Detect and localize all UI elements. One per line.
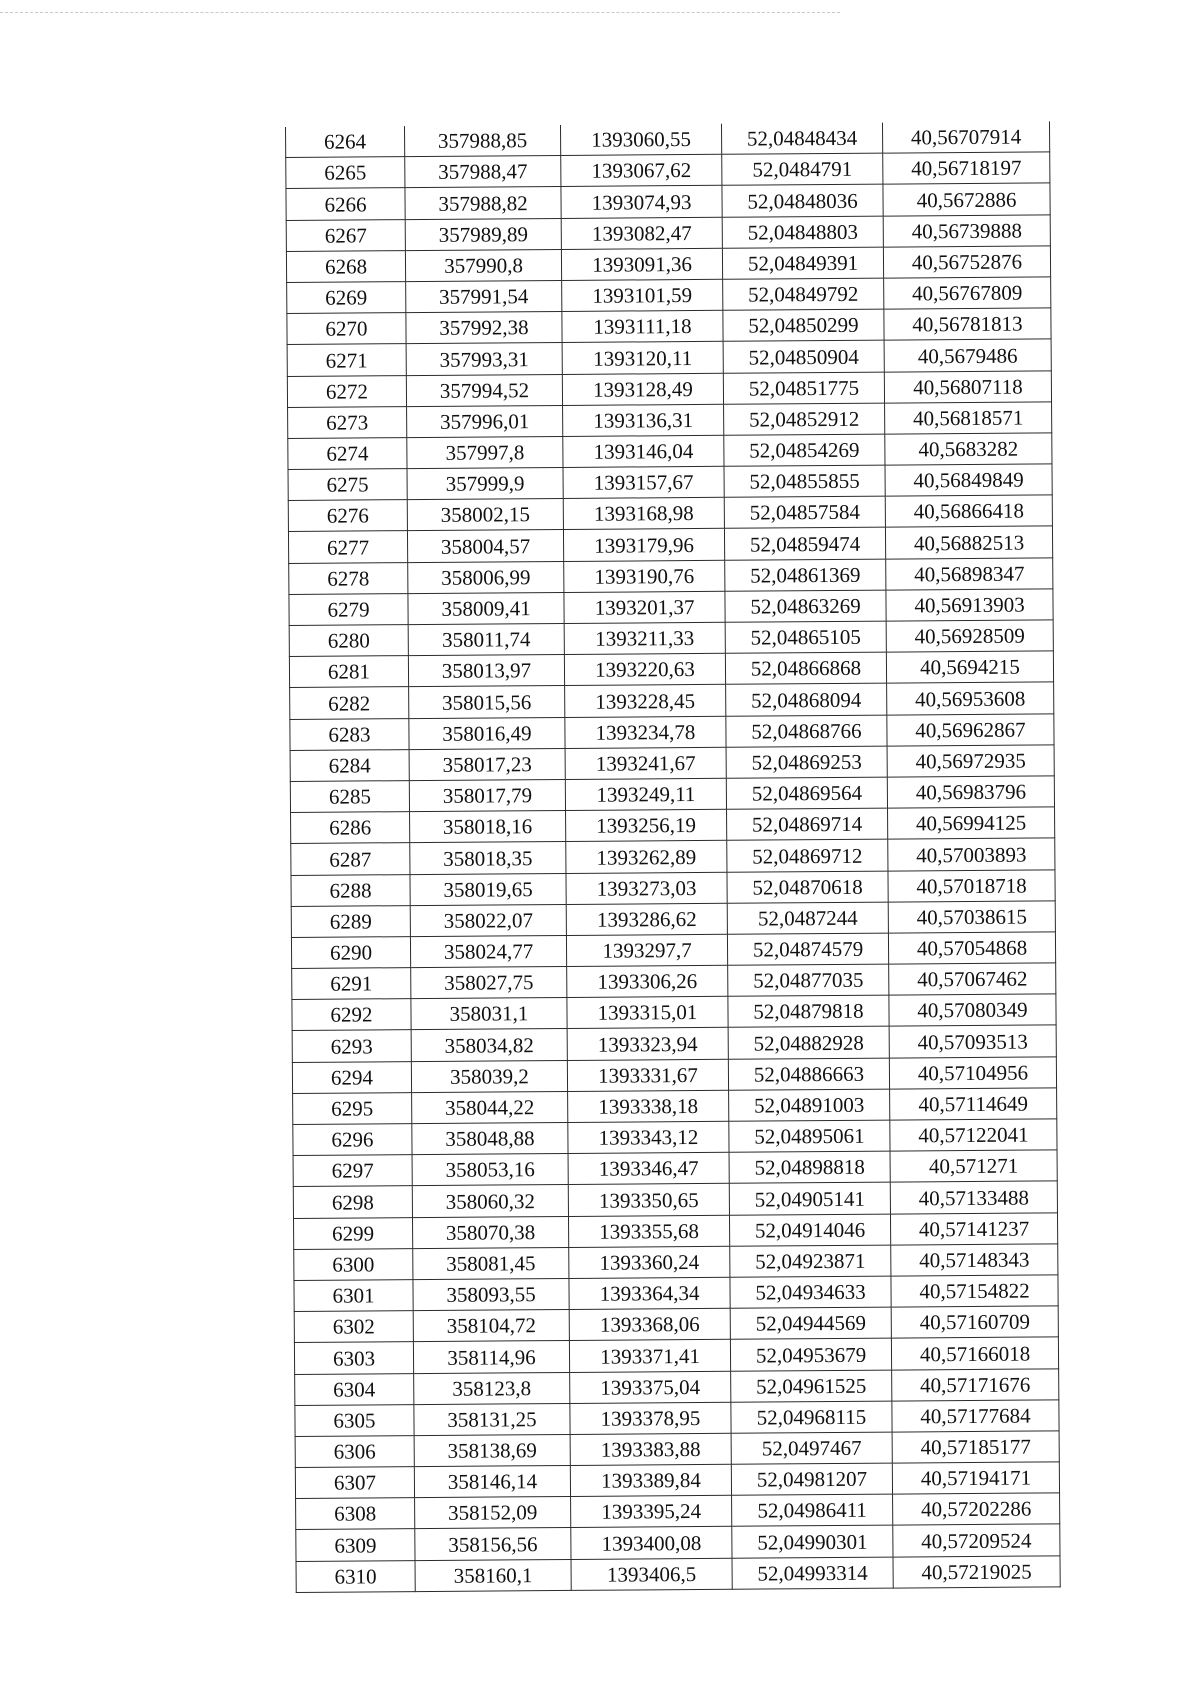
x-coordinate-cell: 358070,38 (412, 1216, 568, 1248)
latitude-cell: 52,04934633 (730, 1276, 891, 1308)
latitude-cell: 52,04851775 (723, 372, 884, 404)
table-row (288, 402, 1052, 439)
y-coordinate-cell: 1393343,12 (568, 1121, 729, 1153)
x-coordinate-cell: 358156,56 (415, 1528, 571, 1560)
latitude-cell: 52,04895061 (729, 1120, 890, 1152)
point-number-cell: 6292 (292, 999, 411, 1031)
longitude-cell: 40,56898347 (886, 558, 1053, 590)
table-row (286, 246, 1050, 283)
x-coordinate-cell: 358053,16 (412, 1154, 568, 1186)
longitude-cell: 40,57148343 (891, 1244, 1058, 1276)
point-number-cell: 6270 (287, 313, 406, 345)
y-coordinate-cell: 1393338,18 (568, 1090, 729, 1122)
coordinates-table-body (286, 121, 1061, 1592)
x-coordinate-cell: 358017,79 (409, 779, 565, 811)
y-coordinate-cell: 1393306,26 (567, 965, 728, 997)
point-number-cell: 6301 (294, 1280, 413, 1312)
point-number-cell: 6279 (289, 593, 408, 625)
x-coordinate-cell: 357988,47 (405, 156, 561, 188)
longitude-cell: 40,56807118 (884, 370, 1051, 402)
y-coordinate-cell: 1393256,19 (566, 809, 727, 841)
table-row (289, 620, 1053, 657)
y-coordinate-cell: 1393168,98 (563, 498, 724, 530)
latitude-cell: 52,04990301 (732, 1526, 893, 1558)
point-number-cell: 6269 (287, 282, 406, 314)
latitude-cell: 52,04869712 (727, 839, 888, 871)
y-coordinate-cell: 1393060,55 (560, 124, 721, 156)
x-coordinate-cell: 358081,45 (413, 1247, 569, 1279)
latitude-cell: 52,04857584 (724, 496, 885, 528)
latitude-cell: 52,04850904 (723, 340, 884, 372)
x-coordinate-cell: 357999,9 (407, 468, 563, 500)
latitude-cell: 52,04923871 (730, 1245, 891, 1277)
longitude-cell: 40,56962867 (887, 713, 1054, 745)
x-coordinate-cell: 358138,69 (414, 1434, 570, 1466)
latitude-cell: 52,04849391 (722, 247, 883, 279)
x-coordinate-cell: 358016,49 (409, 717, 565, 749)
latitude-cell: 52,04869714 (727, 808, 888, 840)
x-coordinate-cell: 358024,77 (410, 935, 566, 967)
x-coordinate-cell: 358093,55 (413, 1278, 569, 1310)
point-number-cell: 6267 (286, 219, 405, 251)
x-coordinate-cell: 357996,01 (407, 405, 563, 437)
y-coordinate-cell: 1393146,04 (563, 435, 724, 467)
x-coordinate-cell: 358027,75 (411, 967, 567, 999)
table-row (286, 183, 1050, 220)
y-coordinate-cell: 1393383,88 (570, 1433, 731, 1465)
longitude-cell: 40,56866418 (885, 495, 1052, 527)
point-number-cell: 6302 (294, 1311, 413, 1343)
x-coordinate-cell: 357994,52 (406, 374, 562, 406)
y-coordinate-cell: 1393228,45 (565, 685, 726, 717)
latitude-cell: 52,04868766 (726, 715, 887, 747)
point-number-cell: 6298 (293, 1186, 412, 1218)
table-row (286, 121, 1050, 157)
x-coordinate-cell: 358002,15 (407, 499, 563, 531)
x-coordinate-cell: 358009,41 (408, 592, 564, 624)
latitude-cell: 52,04961525 (731, 1370, 892, 1402)
table-row (292, 1025, 1056, 1062)
latitude-cell: 52,04859474 (724, 528, 885, 560)
x-coordinate-cell: 358031,1 (411, 998, 567, 1030)
point-number-cell: 6280 (289, 625, 408, 657)
point-number-cell: 6288 (291, 874, 410, 906)
longitude-cell: 40,57018718 (888, 869, 1055, 901)
table-row (293, 1181, 1057, 1218)
latitude-cell: 52,04868094 (726, 683, 887, 715)
point-number-cell: 6310 (296, 1560, 415, 1592)
x-coordinate-cell: 357993,31 (406, 343, 562, 375)
longitude-cell: 40,57209524 (893, 1524, 1060, 1556)
y-coordinate-cell: 1393082,47 (561, 217, 722, 249)
longitude-cell: 40,56928509 (886, 620, 1053, 652)
latitude-cell: 52,04869564 (726, 777, 887, 809)
y-coordinate-cell: 1393350,65 (568, 1184, 729, 1216)
longitude-cell: 40,56767809 (884, 277, 1051, 309)
y-coordinate-cell: 1393179,96 (563, 529, 724, 561)
longitude-cell: 40,56818571 (885, 402, 1052, 434)
longitude-cell: 40,57114649 (890, 1088, 1057, 1120)
table-row (294, 1337, 1058, 1374)
table-row (296, 1555, 1060, 1592)
table-row (289, 558, 1053, 595)
table-row (293, 1088, 1057, 1125)
point-number-cell: 6300 (294, 1248, 413, 1280)
x-coordinate-cell: 358152,09 (415, 1497, 571, 1529)
table-row (287, 339, 1051, 376)
latitude-cell: 52,04863269 (725, 590, 886, 622)
point-number-cell: 6271 (287, 344, 406, 376)
table-row (291, 838, 1055, 875)
latitude-cell: 52,04866868 (725, 652, 886, 684)
longitude-cell: 40,56983796 (887, 776, 1054, 808)
y-coordinate-cell: 1393346,47 (568, 1152, 729, 1184)
point-number-cell: 6284 (290, 749, 409, 781)
latitude-cell: 52,0484791 (722, 153, 883, 185)
longitude-cell: 40,56707914 (882, 121, 1049, 153)
y-coordinate-cell: 1393234,78 (565, 716, 726, 748)
x-coordinate-cell: 358015,56 (409, 686, 565, 718)
point-number-cell: 6294 (292, 1061, 411, 1093)
table-row (295, 1400, 1059, 1437)
point-number-cell: 6264 (286, 126, 405, 158)
longitude-cell: 40,57219025 (893, 1555, 1060, 1587)
table-row (295, 1431, 1059, 1468)
table-row (290, 776, 1054, 813)
longitude-cell: 40,56849849 (885, 464, 1052, 496)
point-number-cell: 6304 (295, 1373, 414, 1405)
longitude-cell: 40,57122041 (890, 1119, 1057, 1151)
longitude-cell: 40,57141237 (890, 1212, 1057, 1244)
table-row (288, 464, 1052, 501)
point-number-cell: 6306 (295, 1435, 414, 1467)
y-coordinate-cell: 1393389,84 (570, 1464, 731, 1496)
y-coordinate-cell: 1393395,24 (571, 1496, 732, 1528)
y-coordinate-cell: 1393323,94 (567, 1028, 728, 1060)
latitude-cell: 52,04854269 (724, 434, 885, 466)
table-row (295, 1368, 1059, 1405)
point-number-cell: 6274 (288, 437, 407, 469)
y-coordinate-cell: 1393211,33 (564, 622, 725, 654)
table-row (291, 901, 1055, 938)
y-coordinate-cell: 1393364,34 (569, 1277, 730, 1309)
table-row (289, 589, 1053, 626)
x-coordinate-cell: 358114,96 (413, 1341, 569, 1373)
longitude-cell: 40,57133488 (890, 1181, 1057, 1213)
latitude-cell: 52,04944569 (730, 1307, 891, 1339)
y-coordinate-cell: 1393249,11 (565, 778, 726, 810)
longitude-cell: 40,57003893 (888, 838, 1055, 870)
longitude-cell: 40,5683282 (885, 433, 1052, 465)
y-coordinate-cell: 1393297,7 (566, 934, 727, 966)
y-coordinate-cell: 1393375,04 (570, 1371, 731, 1403)
table-row (295, 1462, 1059, 1499)
longitude-cell: 40,56953608 (887, 682, 1054, 714)
x-coordinate-cell: 357991,54 (406, 280, 562, 312)
longitude-cell: 40,56972935 (887, 745, 1054, 777)
point-number-cell: 6290 (291, 936, 410, 968)
latitude-cell: 52,04849792 (723, 278, 884, 310)
table-row (291, 932, 1055, 969)
table-row (290, 745, 1054, 782)
y-coordinate-cell: 1393190,76 (564, 560, 725, 592)
point-number-cell: 6273 (288, 406, 407, 438)
point-number-cell: 6303 (294, 1342, 413, 1374)
latitude-cell: 52,04861369 (725, 559, 886, 591)
table-row (288, 433, 1052, 470)
point-number-cell: 6281 (289, 656, 408, 688)
point-number-cell: 6285 (290, 781, 409, 813)
longitude-cell: 40,57038615 (888, 901, 1055, 933)
longitude-cell: 40,57202286 (893, 1493, 1060, 1525)
x-coordinate-cell: 357990,8 (405, 249, 561, 281)
y-coordinate-cell: 1393074,93 (561, 186, 722, 218)
x-coordinate-cell: 358039,2 (411, 1060, 567, 1092)
table-row (292, 1056, 1056, 1093)
x-coordinate-cell: 358048,88 (412, 1122, 568, 1154)
x-coordinate-cell: 357989,89 (405, 218, 561, 250)
y-coordinate-cell: 1393111,18 (562, 310, 723, 342)
longitude-cell: 40,5679486 (884, 339, 1051, 371)
point-number-cell: 6268 (286, 250, 405, 282)
longitude-cell: 40,57194171 (892, 1462, 1059, 1494)
x-coordinate-cell: 358019,65 (410, 873, 566, 905)
table-row (289, 651, 1053, 688)
longitude-cell: 40,56718197 (883, 152, 1050, 184)
latitude-cell: 52,04852912 (724, 403, 885, 435)
point-number-cell: 6297 (293, 1155, 412, 1187)
longitude-cell: 40,56994125 (888, 807, 1055, 839)
y-coordinate-cell: 1393136,31 (563, 404, 724, 436)
table-row (294, 1244, 1058, 1281)
table-row (291, 869, 1055, 906)
x-coordinate-cell: 358017,23 (409, 748, 565, 780)
point-number-cell: 6283 (290, 718, 409, 750)
latitude-cell: 52,04993314 (732, 1557, 893, 1589)
point-number-cell: 6278 (289, 562, 408, 594)
x-coordinate-cell: 357988,85 (404, 125, 560, 157)
longitude-cell: 40,57166018 (891, 1337, 1058, 1369)
x-coordinate-cell: 358004,57 (407, 530, 563, 562)
x-coordinate-cell: 357992,38 (406, 312, 562, 344)
table-row (287, 308, 1051, 345)
y-coordinate-cell: 1393220,63 (564, 653, 725, 685)
coordinates-table-container (285, 121, 1055, 1592)
y-coordinate-cell: 1393368,06 (569, 1308, 730, 1340)
x-coordinate-cell: 358034,82 (411, 1029, 567, 1061)
point-number-cell: 6286 (291, 812, 410, 844)
scan-edge-line (0, 12, 840, 13)
latitude-cell: 52,04886663 (728, 1058, 889, 1090)
coordinates-table (285, 121, 1061, 1592)
longitude-cell: 40,56739888 (883, 214, 1050, 246)
longitude-cell: 40,57067462 (889, 963, 1056, 995)
x-coordinate-cell: 358013,97 (408, 655, 564, 687)
longitude-cell: 40,5672886 (883, 183, 1050, 215)
table-row (287, 277, 1051, 314)
table-row (290, 682, 1054, 719)
latitude-cell: 52,04848434 (721, 123, 882, 155)
y-coordinate-cell: 1393315,01 (567, 997, 728, 1029)
table-row (292, 994, 1056, 1031)
longitude-cell: 40,56781813 (884, 308, 1051, 340)
point-number-cell: 6293 (292, 1030, 411, 1062)
latitude-cell: 52,04850299 (723, 309, 884, 341)
x-coordinate-cell: 358044,22 (412, 1091, 568, 1123)
y-coordinate-cell: 1393406,5 (571, 1558, 732, 1590)
latitude-cell: 52,04869253 (726, 746, 887, 778)
latitude-cell: 52,04898818 (729, 1151, 890, 1183)
table-row (292, 963, 1056, 1000)
x-coordinate-cell: 358146,14 (414, 1466, 570, 1498)
y-coordinate-cell: 1393286,62 (566, 903, 727, 935)
y-coordinate-cell: 1393360,24 (569, 1246, 730, 1278)
point-number-cell: 6289 (291, 905, 410, 937)
y-coordinate-cell: 1393201,37 (564, 591, 725, 623)
x-coordinate-cell: 358018,16 (410, 811, 566, 843)
latitude-cell: 52,04848803 (722, 216, 883, 248)
x-coordinate-cell: 358022,07 (410, 904, 566, 936)
latitude-cell: 52,04986411 (732, 1494, 893, 1526)
x-coordinate-cell: 358060,32 (412, 1185, 568, 1217)
latitude-cell: 52,04968115 (731, 1401, 892, 1433)
y-coordinate-cell: 1393067,62 (561, 154, 722, 186)
table-row (293, 1119, 1057, 1156)
x-coordinate-cell: 358104,72 (413, 1310, 569, 1342)
point-number-cell: 6291 (292, 968, 411, 1000)
latitude-cell: 52,04855855 (724, 465, 885, 497)
point-number-cell: 6308 (296, 1498, 415, 1530)
y-coordinate-cell: 1393400,08 (571, 1527, 732, 1559)
table-row (294, 1275, 1058, 1312)
table-row (290, 713, 1054, 750)
longitude-cell: 40,57171676 (892, 1368, 1059, 1400)
point-number-cell: 6309 (296, 1529, 415, 1561)
point-number-cell: 6276 (288, 500, 407, 532)
x-coordinate-cell: 358123,8 (414, 1372, 570, 1404)
longitude-cell: 40,56752876 (883, 246, 1050, 278)
x-coordinate-cell: 358018,35 (410, 842, 566, 874)
x-coordinate-cell: 358006,99 (408, 561, 564, 593)
latitude-cell: 52,04905141 (729, 1182, 890, 1214)
point-number-cell: 6275 (288, 469, 407, 501)
point-number-cell: 6305 (295, 1404, 414, 1436)
table-row (293, 1212, 1057, 1249)
y-coordinate-cell: 1393157,67 (563, 466, 724, 498)
latitude-cell: 52,04874579 (727, 933, 888, 965)
longitude-cell: 40,57080349 (889, 994, 1056, 1026)
y-coordinate-cell: 1393120,11 (562, 342, 723, 374)
longitude-cell: 40,57154822 (891, 1275, 1058, 1307)
y-coordinate-cell: 1393331,67 (567, 1059, 728, 1091)
x-coordinate-cell: 358160,1 (415, 1559, 571, 1591)
point-number-cell: 6299 (293, 1217, 412, 1249)
longitude-cell: 40,57160709 (891, 1306, 1058, 1338)
latitude-cell: 52,0497467 (731, 1432, 892, 1464)
table-row (288, 495, 1052, 532)
latitude-cell: 52,0487244 (727, 902, 888, 934)
latitude-cell: 52,04953679 (730, 1338, 891, 1370)
y-coordinate-cell: 1393378,95 (570, 1402, 731, 1434)
latitude-cell: 52,04891003 (729, 1089, 890, 1121)
x-coordinate-cell: 357988,82 (405, 187, 561, 219)
x-coordinate-cell: 358011,74 (408, 623, 564, 655)
y-coordinate-cell: 1393101,59 (562, 279, 723, 311)
table-row (291, 807, 1055, 844)
y-coordinate-cell: 1393371,41 (569, 1340, 730, 1372)
table-row (296, 1493, 1060, 1530)
x-coordinate-cell: 358131,25 (414, 1403, 570, 1435)
longitude-cell: 40,56913903 (886, 589, 1053, 621)
point-number-cell: 6296 (293, 1124, 412, 1156)
y-coordinate-cell: 1393128,49 (562, 373, 723, 405)
table-row (294, 1306, 1058, 1343)
latitude-cell: 52,04877035 (728, 964, 889, 996)
longitude-cell: 40,57104956 (889, 1056, 1056, 1088)
longitude-cell: 40,57185177 (892, 1431, 1059, 1463)
table-row (286, 214, 1050, 251)
table-row (287, 370, 1051, 407)
longitude-cell: 40,57054868 (888, 932, 1055, 964)
latitude-cell: 52,04865105 (725, 621, 886, 653)
latitude-cell: 52,04879818 (728, 995, 889, 1027)
table-row (288, 526, 1052, 563)
point-number-cell: 6295 (293, 1092, 412, 1124)
y-coordinate-cell: 1393241,67 (565, 747, 726, 779)
longitude-cell: 40,571271 (890, 1150, 1057, 1182)
y-coordinate-cell: 1393273,03 (566, 872, 727, 904)
point-number-cell: 6287 (291, 843, 410, 875)
latitude-cell: 52,04848036 (722, 184, 883, 216)
y-coordinate-cell: 1393091,36 (561, 248, 722, 280)
point-number-cell: 6266 (286, 188, 405, 220)
latitude-cell: 52,04870618 (727, 871, 888, 903)
point-number-cell: 6282 (290, 687, 409, 719)
y-coordinate-cell: 1393355,68 (568, 1215, 729, 1247)
point-number-cell: 6307 (295, 1467, 414, 1499)
table-row (286, 152, 1050, 189)
longitude-cell: 40,56882513 (885, 526, 1052, 558)
latitude-cell: 52,04981207 (731, 1463, 892, 1495)
point-number-cell: 6265 (286, 157, 405, 189)
longitude-cell: 40,5694215 (886, 651, 1053, 683)
point-number-cell: 6277 (288, 531, 407, 563)
longitude-cell: 40,57093513 (889, 1025, 1056, 1057)
x-coordinate-cell: 357997,8 (407, 436, 563, 468)
table-row (296, 1524, 1060, 1561)
latitude-cell: 52,04882928 (728, 1027, 889, 1059)
table-row (293, 1150, 1057, 1187)
latitude-cell: 52,04914046 (729, 1214, 890, 1246)
longitude-cell: 40,57177684 (892, 1400, 1059, 1432)
point-number-cell: 6272 (287, 375, 406, 407)
y-coordinate-cell: 1393262,89 (566, 841, 727, 873)
